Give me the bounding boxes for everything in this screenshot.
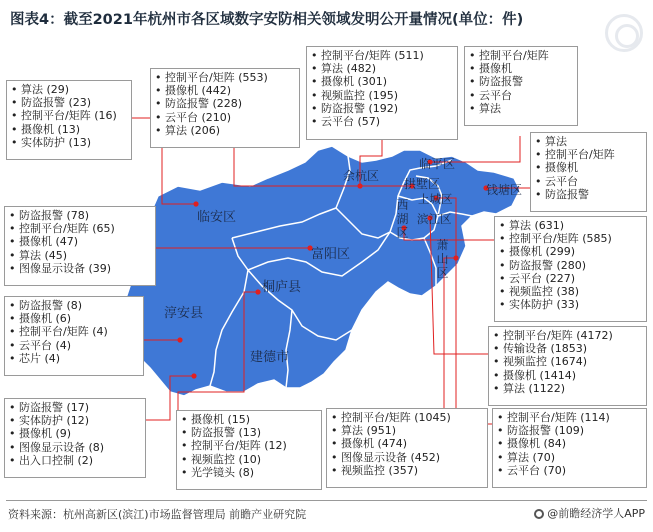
list-item: • 防盗报警 (17) — [9, 401, 141, 414]
box-binjiang — [488, 326, 647, 406]
label-qiantang: 钱塘区 — [486, 183, 523, 197]
list-item: • 防盗报警 (228) — [155, 97, 295, 110]
list-item: • 控制平台/矩阵 (553) — [155, 71, 295, 84]
box-linan — [6, 80, 132, 160]
label-shangcheng: 上城区 — [418, 192, 453, 206]
label-xihu: 西湖区 — [396, 198, 409, 240]
list-item: • 芯片 (4) — [9, 352, 139, 365]
list-item: • 图像显示设备 (39) — [9, 262, 151, 275]
list-item: • 防盗报警 (13) — [181, 426, 317, 439]
list-item: • 控制平台/矩阵 — [535, 148, 642, 161]
list-item: • 视频监控 (357) — [331, 464, 483, 477]
box-yuhang — [306, 46, 458, 140]
list-item: • 摄像机 (15) — [181, 413, 317, 426]
list-item: • 算法 (482) — [311, 62, 453, 75]
label-linan: 临安区 — [197, 210, 237, 225]
list-item: • 实体防护 (33) — [499, 298, 642, 311]
list-item: • 摄像机 (9) — [9, 427, 141, 440]
brand-mark-icon — [534, 509, 544, 519]
marker-tonglu — [255, 289, 260, 294]
list-item: • 算法 — [469, 102, 573, 115]
list-item: • 摄像机 (6) — [9, 312, 139, 325]
list-item: • 云平台 (4) — [9, 339, 139, 352]
list-item: • 控制平台/矩阵 (511) — [311, 49, 453, 62]
label-fuyang: 富阳区 — [311, 247, 351, 262]
marker-jiande — [191, 373, 196, 378]
list-item: • 摄像机 — [535, 161, 642, 174]
box-fuyang — [4, 206, 156, 286]
map-region-main — [124, 146, 523, 396]
list-item: • 控制平台/矩阵 (16) — [11, 109, 127, 122]
list-item: • 图像显示设备 (8) — [9, 441, 141, 454]
list-item: • 控制平台/矩阵 (12) — [181, 439, 317, 452]
list-item: • 摄像机 (84) — [497, 437, 642, 450]
list-item: • 视频监控 (1674) — [493, 355, 642, 368]
list-item: • 算法 (45) — [9, 249, 151, 262]
box-linping — [464, 46, 578, 126]
label-binjiang: 滨江区 — [417, 212, 452, 226]
list-item: • 控制平台/矩阵 (4) — [9, 325, 139, 338]
footer-brand-text: @前瞻经济学人APP — [547, 507, 645, 520]
list-item: • 防盗报警 — [535, 188, 642, 201]
list-item: • 摄像机 (13) — [11, 123, 127, 136]
list-item: • 防盗报警 (8) — [9, 299, 139, 312]
box-shangcheng — [492, 408, 647, 488]
list-item: • 实体防护 (12) — [9, 414, 141, 427]
list-item: • 控制平台/矩阵 — [469, 49, 573, 62]
label-linping: 临平区 — [419, 157, 456, 171]
list-item: • 云平台 (227) — [499, 272, 642, 285]
list-item: • 防盗报警 (78) — [9, 209, 151, 222]
label-chunan: 淳安县 — [164, 306, 204, 321]
marker-yuhang — [357, 183, 362, 188]
chart-title: 图表4：截至2021年杭州市各区域数字安防相关领域发明公开量情况(单位：件) — [10, 12, 524, 28]
box-xiaoshan — [326, 408, 488, 488]
list-item: • 摄像机 (299) — [499, 245, 642, 258]
list-item: • 防盗报警 (280) — [499, 259, 642, 272]
list-item: • 控制平台/矩阵 (114) — [497, 411, 642, 424]
list-item: • 摄像机 (47) — [9, 235, 151, 248]
list-item: • 算法 (631) — [499, 219, 642, 232]
label-tonglu: 桐庐县 — [262, 280, 302, 295]
list-item: • 云平台 — [535, 175, 642, 188]
list-item: • 视频监控 (10) — [181, 453, 317, 466]
brand-logo-icon — [605, 14, 643, 52]
box-chunan — [4, 296, 144, 376]
label-xiaoshan: 萧山区 — [436, 238, 449, 280]
list-item: • 控制平台/矩阵 (585) — [499, 232, 642, 245]
box-qiantang — [530, 132, 647, 212]
list-item: • 云平台 (57) — [311, 115, 453, 128]
label-yuhang: 余杭区 — [343, 169, 380, 183]
list-item: • 实体防护 (13) — [11, 136, 127, 149]
list-item: • 控制平台/矩阵 (65) — [9, 222, 151, 235]
list-item: • 算法 (951) — [331, 424, 483, 437]
list-item: • 视频监控 (195) — [311, 89, 453, 102]
list-item: • 算法 (1122) — [493, 382, 642, 395]
list-item: • 算法 — [535, 135, 642, 148]
list-item: • 算法 (29) — [11, 83, 127, 96]
list-item: • 控制平台/矩阵 (4172) — [493, 329, 642, 342]
list-item: • 摄像机 (474) — [331, 437, 483, 450]
list-item: • 云平台 (70) — [497, 464, 642, 477]
list-item: • 防盗报警 (23) — [11, 96, 127, 109]
box-jiande — [4, 398, 146, 478]
list-item: • 算法 (70) — [497, 451, 642, 464]
list-item: • 摄像机 — [469, 62, 573, 75]
list-item: • 图像显示设备 (452) — [331, 451, 483, 464]
list-item: • 视频监控 (38) — [499, 285, 642, 298]
list-item: • 云平台 (210) — [155, 111, 295, 124]
list-item: • 摄像机 (442) — [155, 84, 295, 97]
box-xihu — [494, 216, 647, 322]
list-item: • 云平台 — [469, 89, 573, 102]
list-item: • 摄像机 (1414) — [493, 369, 642, 382]
footer-divider — [6, 500, 647, 501]
box-gongshu — [150, 68, 300, 148]
label-jiande: 建德市 — [250, 350, 290, 365]
list-item: • 防盗报警 (192) — [311, 102, 453, 115]
box-tonglu — [176, 410, 322, 490]
marker-xiaoshan — [453, 255, 458, 260]
list-item: • 控制平台/矩阵 (1045) — [331, 411, 483, 424]
list-item: • 防盗报警 — [469, 75, 573, 88]
source-note: 资料来源：杭州高新区(滨江)市场监督管理局 前瞻产业研究院 — [8, 508, 307, 521]
list-item: • 摄像机 (301) — [311, 75, 453, 88]
list-item: • 光学镜头 (8) — [181, 466, 317, 479]
marker-chunan — [177, 337, 182, 342]
list-item: • 防盗报警 (109) — [497, 424, 642, 437]
footer-brand — [534, 505, 645, 521]
label-gongshu: 拱墅区 — [404, 177, 441, 191]
list-item: • 出入口控制 (2) — [9, 454, 141, 467]
list-item: • 传输设备 (1853) — [493, 342, 642, 355]
list-item: • 算法 (206) — [155, 124, 295, 137]
